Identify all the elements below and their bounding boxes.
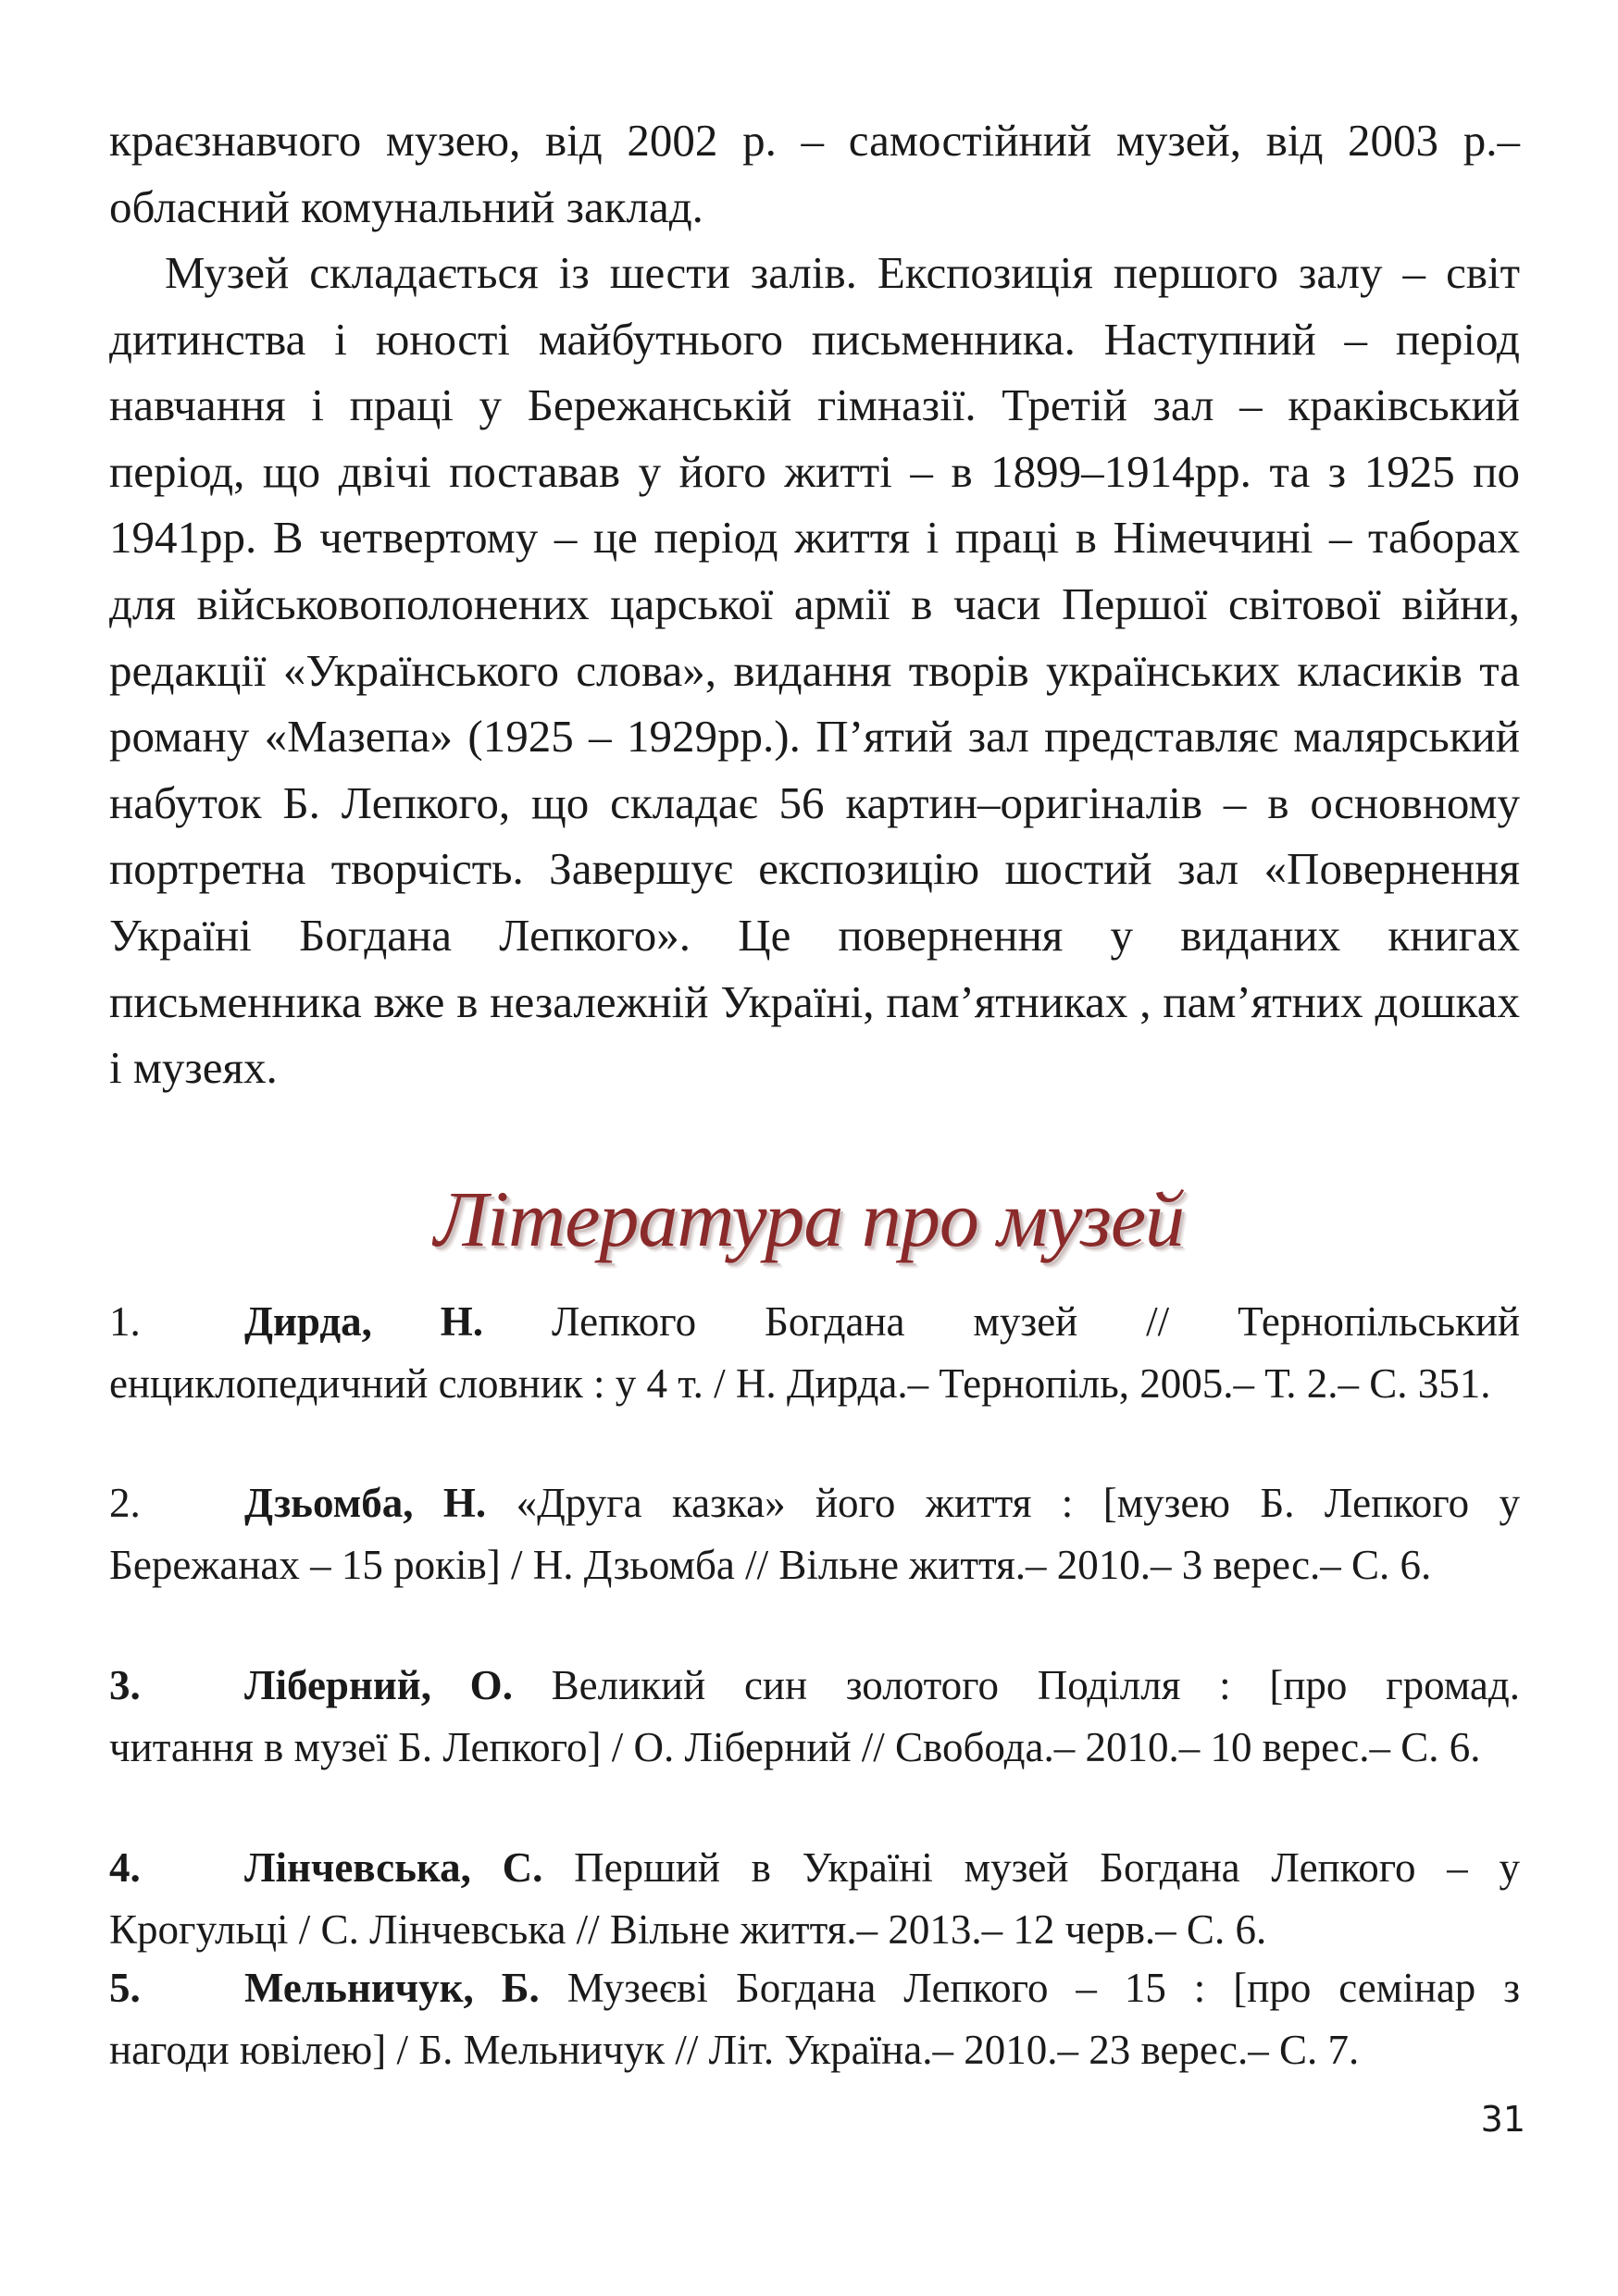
entry-title: Лепкого Богдана музей // Тернопільський (551, 1298, 1521, 1345)
entry-author: Дзьомба, Н. (244, 1480, 487, 1526)
entry-author: Ліберний, О. (244, 1662, 513, 1708)
entry-title: Великий син золотого Поділля : [про громад. (551, 1662, 1520, 1708)
entry-title: «Друга казка» його життя : [музею Б. Лепкого у (516, 1480, 1520, 1526)
entry-number: 4. (109, 1844, 141, 1891)
entry-author: Дирда, Н. (244, 1298, 484, 1345)
bibliography-entry (109, 1655, 1520, 1779)
bibliography-entry (109, 1291, 1520, 1415)
entry-number: 2. (109, 1480, 141, 1526)
bibliography-entry (109, 1957, 1520, 2081)
bibliography-entry (109, 1472, 1520, 1596)
page-number: 31 (1480, 2099, 1525, 2140)
entry-title: Музеєві Богдана Лепкого – 15 : [про семінар з (566, 1965, 1521, 2011)
entry-details: Крогульці / С. Лінчевська // Вільне життя.– 2013.– 12 черв.– С. 6. (109, 1906, 1267, 1953)
entry-details: читання в музеї Б. Лепкого] / О. Ліберний // Свобода.– 2010.– 10 верес.– С. 6. (109, 1724, 1481, 1770)
entry-details: нагоди ювілею] / Б. Мельничук // Літ. Україна.– 2010.– 23 верес.– С. 7. (109, 2027, 1360, 2073)
entry-author: Лінчевська, С. (244, 1844, 543, 1891)
entry-details: енциклопедичний словник : у 4 т. / Н. Дирда.– Тернопіль, 2005.– Т. 2.– С. 351. (109, 1360, 1491, 1407)
entry-title: Перший в Україні музей Богдана Лепкого – у (574, 1844, 1520, 1891)
paragraph-museum-halls: Музей складається із шести залів. Експозиція першого залу – світ дитинства і юності майбутнього письменника. Наступний – період навчання і праці у Бережанській гімназії. Третій зал – краківський період, що двічі поставав у його житті – в 1899–1914рр. та з 1925 по 1941рр. В четвертому – це період життя і праці в Німеччині – таборах для військовополонених царської армії в часи Першої світової війни, редакції «Українського слова», видання творів українських класиків та роману «Мазепа» (1925 – 1929рр.). П’ятий зал представляє малярський набуток Б. Лепкого, що складає 56 картин–оригіналів – в основному портретна творчість. Завершує експозицію шостий зал «Повернення Україні Богдана Лепкого». Це повернення у виданих книгах письменника вже в незалежній Україні, пам’ятниках , пам’ятних дошках і музеях. (109, 247, 1520, 1094)
entry-number: 5. (109, 1965, 141, 2011)
entry-author: Мельничук, Б. (244, 1965, 540, 2011)
entry-number: 3. (109, 1662, 141, 1708)
bibliography-entry (109, 1837, 1520, 1961)
section-heading: Література про музей (433, 1174, 1185, 1263)
entry-number: 1. (109, 1298, 141, 1345)
entry-details: Бережанах – 15 років] / Н. Дзьомба // Вільне життя.– 2010.– 3 верес.– С. 6. (109, 1542, 1432, 1588)
paragraph-intro: краєзнавчого музею, від 2002 р. – самостійний музей, від 2003 р.– обласний комунальний заклад. (109, 115, 1520, 232)
